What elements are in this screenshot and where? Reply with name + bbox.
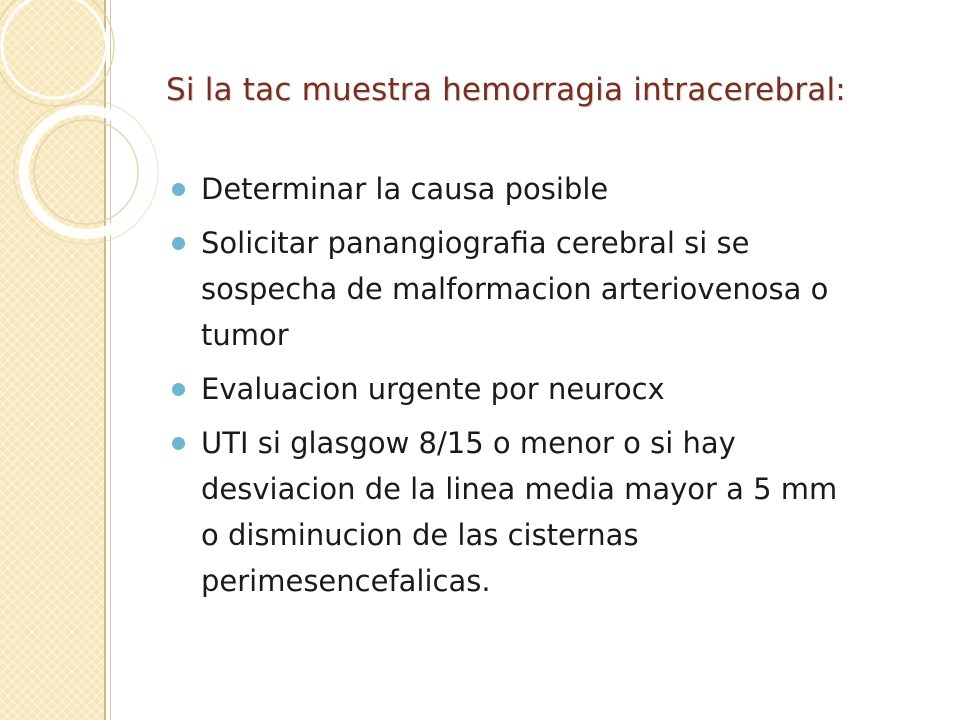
list-item <box>172 366 862 412</box>
bullet-circle-icon <box>172 237 185 250</box>
bullet-circle-icon <box>172 437 185 450</box>
decorative-rings-icon <box>0 0 160 260</box>
bullet-text: Solicitar panangiografia cerebral si se sospecha de malformacion arteriovenosa o tumor <box>201 226 829 352</box>
list-item <box>172 166 862 212</box>
bullet-text: UTI si glasgow 8/15 o menor o si hay desviacion de la linea media mayor a 5 mm o disminucion de las cisternas perimesencefalicas. <box>201 426 838 598</box>
bullet-list <box>172 166 862 612</box>
list-item <box>172 420 862 604</box>
list-item <box>172 220 862 358</box>
slide-title: Si la tac muestra hemorragia intracerebral: <box>166 72 846 108</box>
bullet-circle-icon <box>172 183 185 196</box>
bullet-text: Evaluacion urgente por neurocx <box>201 372 665 406</box>
bullet-text: Determinar la causa posible <box>201 172 609 206</box>
bullet-circle-icon <box>172 383 185 396</box>
